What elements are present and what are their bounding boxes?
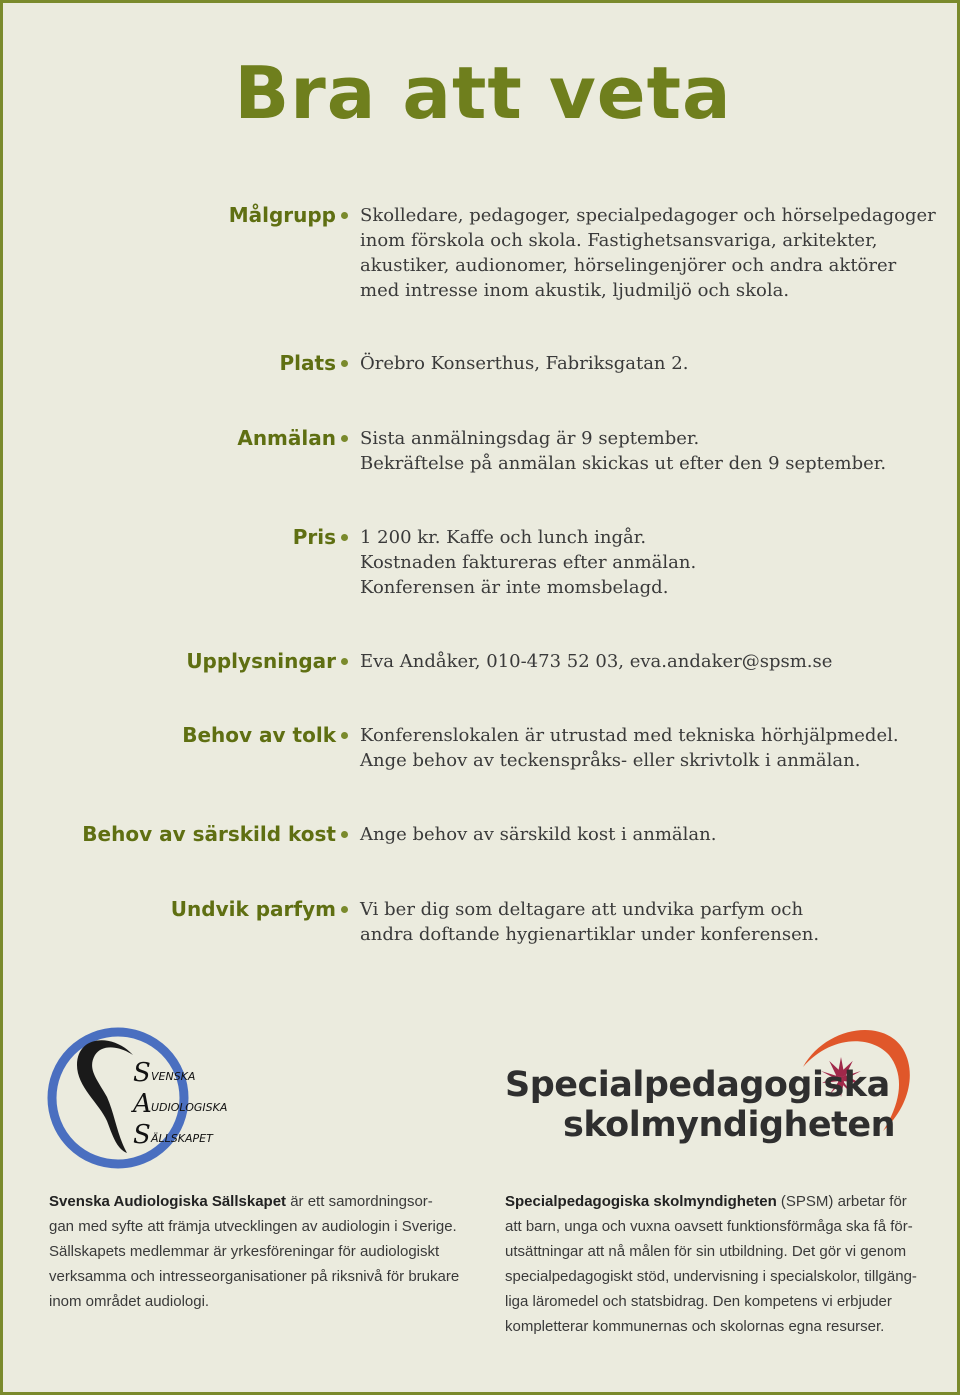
info-label: Pris (292, 525, 336, 549)
info-label: Plats (279, 351, 336, 375)
info-value (360, 525, 920, 600)
info-line: Bekräftelse på anmälan skickas ut efter den 9 september. (360, 453, 887, 474)
info-value (360, 897, 920, 947)
desc-line: kompletterar kommunernas och skolornas egna resurser. (505, 1318, 885, 1335)
desc-line: Sällskapets medlemmar är yrkesföreningar för audiologiskt (49, 1243, 440, 1260)
desc-text: är ett samordningsor- (286, 1193, 433, 1210)
info-line: Skolledare, pedagoger, specialpedagoger och hörselpedagoger (360, 205, 936, 226)
info-line: Ange behov av teckenspråks- eller skrivtolk i anmälan. (360, 750, 861, 771)
bullet-icon (341, 212, 348, 219)
info-label: Upplysningar (186, 649, 336, 673)
spsm-name-line1: Specialpedagogiska (505, 1065, 890, 1105)
info-value (360, 649, 920, 674)
sas-initial-s: S (133, 1058, 151, 1088)
info-value (360, 426, 920, 476)
sas-logo (47, 1025, 247, 1171)
bullet-icon (341, 435, 348, 442)
desc-line: verksamma och intresseorganisationer på riksnivå för brukare (49, 1268, 460, 1285)
sas-name: Svenska Audiologiska Sällskapet (49, 1193, 287, 1210)
sas-word-audiologiska: UDIOLOGISKA (151, 1101, 228, 1114)
info-label: Målgrupp (228, 203, 336, 227)
sas-initial-a: A (133, 1089, 152, 1119)
spsm-logo (501, 1021, 921, 1161)
info-line: med intresse inom akustik, ljudmiljö och skola. (360, 280, 790, 301)
info-line: Konferenslokalen är utrustad med tekniska hörhjälpmedel. (360, 725, 899, 746)
sas-initial-s2: S (133, 1120, 151, 1150)
spsm-description (505, 1189, 917, 1339)
info-line: Konferensen är inte momsbelagd. (360, 577, 669, 598)
desc-line: liga läromedel och statsbidrag. Den kompetens vi erbjuder (505, 1293, 892, 1310)
bullet-icon (341, 534, 348, 541)
desc-line (505, 1189, 909, 1214)
info-label: Behov av tolk (182, 723, 336, 747)
info-line: Sista anmälningsdag är 9 september. (360, 428, 700, 449)
desc-line: specialpedagogiskt stöd, undervisning i specialskolor, tillgäng- (505, 1268, 917, 1285)
info-line: Kostnaden faktureras efter anmälan. (360, 552, 697, 573)
bullet-icon (341, 360, 348, 367)
info-value (360, 203, 936, 303)
desc-line: inom området audiologi. (49, 1293, 210, 1310)
info-label: Undvik parfym (170, 897, 336, 921)
desc-line: utsättningar att nå målen för sin utbildning. Det gör vi genom (505, 1243, 907, 1260)
info-line: andra doftande hygienartiklar under konferensen. (360, 924, 820, 945)
desc-line: gan med syfte att främja utvecklingen av audiologin i Sverige. (49, 1218, 457, 1235)
bullet-icon (341, 906, 348, 913)
bullet-icon (341, 658, 348, 665)
info-label: Behov av särskild kost (82, 822, 336, 846)
desc-text: (SPSM) arbetar för (776, 1193, 907, 1210)
bullet-icon (341, 732, 348, 739)
spsm-name-line2: skolmyndigheten (563, 1105, 896, 1145)
sas-word-svenska: VENSKA (151, 1070, 196, 1083)
info-line: Ange behov av särskild kost i anmälan. (360, 824, 717, 845)
desc-line: att barn, unga och vuxna oavsett funktionsförmåga ska få för- (505, 1218, 913, 1235)
spsm-name: Specialpedagogiska skolmyndigheten (505, 1193, 777, 1210)
page-title: Bra att veta (234, 51, 732, 135)
info-line: inom förskola och skola. Fastighetsansvariga, arkitekter, (360, 230, 878, 251)
sas-description (49, 1189, 460, 1314)
info-value (360, 822, 920, 847)
desc-line (49, 1189, 453, 1214)
info-label: Anmälan (237, 426, 336, 450)
contact-info: Eva Andåker, 010-473 52 03, eva.andaker@spsm.se (360, 651, 833, 672)
info-value (360, 351, 920, 376)
info-value (360, 723, 920, 773)
info-line: akustiker, audionomer, hörselingenjörer och andra aktörer (360, 255, 897, 276)
info-line: Örebro Konserthus, Fabriksgatan 2. (360, 353, 689, 374)
sas-ear-icon (77, 1040, 133, 1153)
sas-word-sallskapet: ÄLLSKAPET (151, 1132, 213, 1145)
info-line: Vi ber dig som deltagare att undvika parfym och (360, 899, 804, 920)
info-line: 1 200 kr. Kaffe och lunch ingår. (360, 527, 647, 548)
bullet-icon (341, 831, 348, 838)
